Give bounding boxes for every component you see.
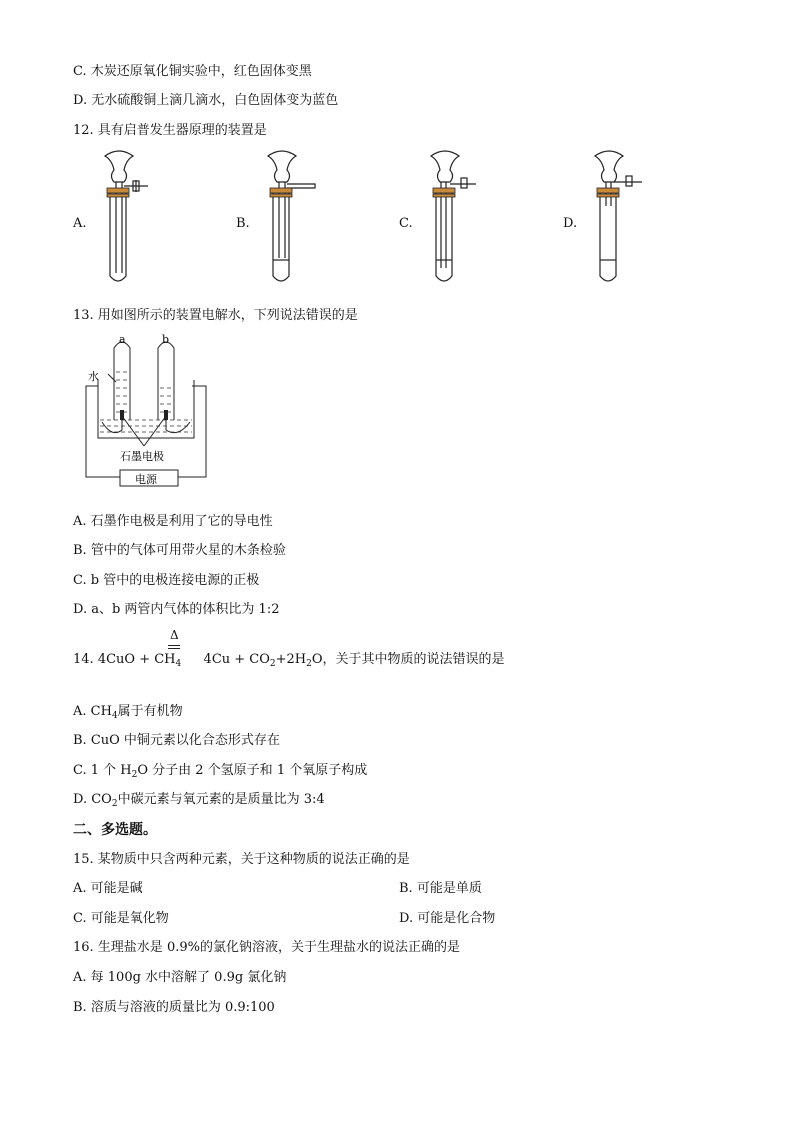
q15-option-b: B. 可能是单质 <box>399 881 482 896</box>
q12-option-d-label: D. <box>563 216 578 231</box>
electrode-label: 石墨电极 <box>120 450 164 463</box>
power-label: 电源 <box>135 473 157 486</box>
q14-eq-sub1: 4 <box>175 659 182 669</box>
q15-stem: 15. 某物质中只含两种元素，关于这种物质的说法正确的是 <box>73 852 410 867</box>
electrolysis-figure <box>82 330 217 495</box>
q14d-sub: 2 <box>111 799 118 809</box>
q14-option-c <box>73 762 367 784</box>
q14c-sub: 2 <box>131 770 138 780</box>
q13-option-a: A. 石墨作电极是利用了它的导电性 <box>73 514 273 529</box>
tube-a-label: a <box>119 333 126 346</box>
tube-b-label: b <box>162 333 170 346</box>
q14-option-b: B. CuO 中铜元素以化合态形式存在 <box>73 733 280 748</box>
q14-eq-part2: 4Cu + CO <box>203 652 270 667</box>
q13-option-b: B. 管中的气体可用带火星的木条检验 <box>73 543 286 558</box>
q14d-text: D. CO <box>73 792 112 807</box>
q12-stem: 12. 具有启普发生器原理的装置是 <box>73 123 267 138</box>
q14-eq-part4: O，关于其中物质的说法错误的是 <box>311 652 505 667</box>
q14-eq-sub3: 2 <box>306 659 312 669</box>
apparatus-a-figure <box>96 148 166 288</box>
water-label: 水 <box>88 370 99 383</box>
q14a-text-post: 属于有机物 <box>117 704 183 719</box>
q14-number: 14. <box>73 652 94 667</box>
q16-option-b: B. 溶质与溶液的质量比为 0.9:100 <box>73 1000 275 1015</box>
q12-option-a-label: A. <box>73 216 87 231</box>
q13-option-c: C. b 管中的电极连接电源的正极 <box>73 573 260 588</box>
apparatus-b-figure <box>259 148 329 288</box>
equation-bar-top <box>168 645 180 646</box>
q14d-text-post: 中碳元素与氧元素的是质量比为 3:4 <box>117 792 325 807</box>
section-heading: 二、多选题。 <box>73 822 157 838</box>
q15-option-d: D. 可能是化合物 <box>399 911 496 926</box>
q11-option-c: C. 木炭还原氧化铜实验中，红色固体变黑 <box>73 64 312 79</box>
q14-eq-part3: +2H <box>275 652 307 667</box>
q15-option-a: A. 可能是碱 <box>73 881 143 896</box>
q14a-sub: 4 <box>111 711 118 721</box>
q14-eq-part1: 4CuO + CH <box>97 652 176 667</box>
q16-stem: 16. 生理盐水是 0.9%的氯化钠溶液，关于生理盐水的说法正确的是 <box>73 940 460 955</box>
q16-option-a: A. 每 100g 水中溶解了 0.9g 氯化钠 <box>73 970 287 985</box>
q14c-text: C. 1 个 H <box>73 763 132 778</box>
apparatus-d-figure <box>586 148 656 288</box>
q14-stem <box>73 651 505 673</box>
q13-stem: 13. 用如图所示的装置电解水，下列说法错误的是 <box>73 308 358 323</box>
q12-option-c-label: C. <box>399 216 413 231</box>
equation-bar-bottom <box>168 648 180 649</box>
q13-option-d: D. a、b 两管内气体的体积比为 1:2 <box>73 602 280 617</box>
heat-condition: Δ <box>170 628 179 642</box>
q12-option-b-label: B. <box>236 216 250 231</box>
q11-option-d: D. 无水硫酸铜上滴几滴水，白色固体变为蓝色 <box>73 93 339 108</box>
q14-option-d <box>73 791 325 813</box>
q15-option-c: C. 可能是氧化物 <box>73 911 169 926</box>
q14c-text-post: O 分子由 2 个氢原子和 1 个氧原子构成 <box>137 763 368 778</box>
q14-eq-sub2: 2 <box>269 659 276 669</box>
q14-option-a <box>73 703 183 725</box>
apparatus-c-figure <box>422 148 492 288</box>
q14a-text: A. CH <box>73 704 112 719</box>
